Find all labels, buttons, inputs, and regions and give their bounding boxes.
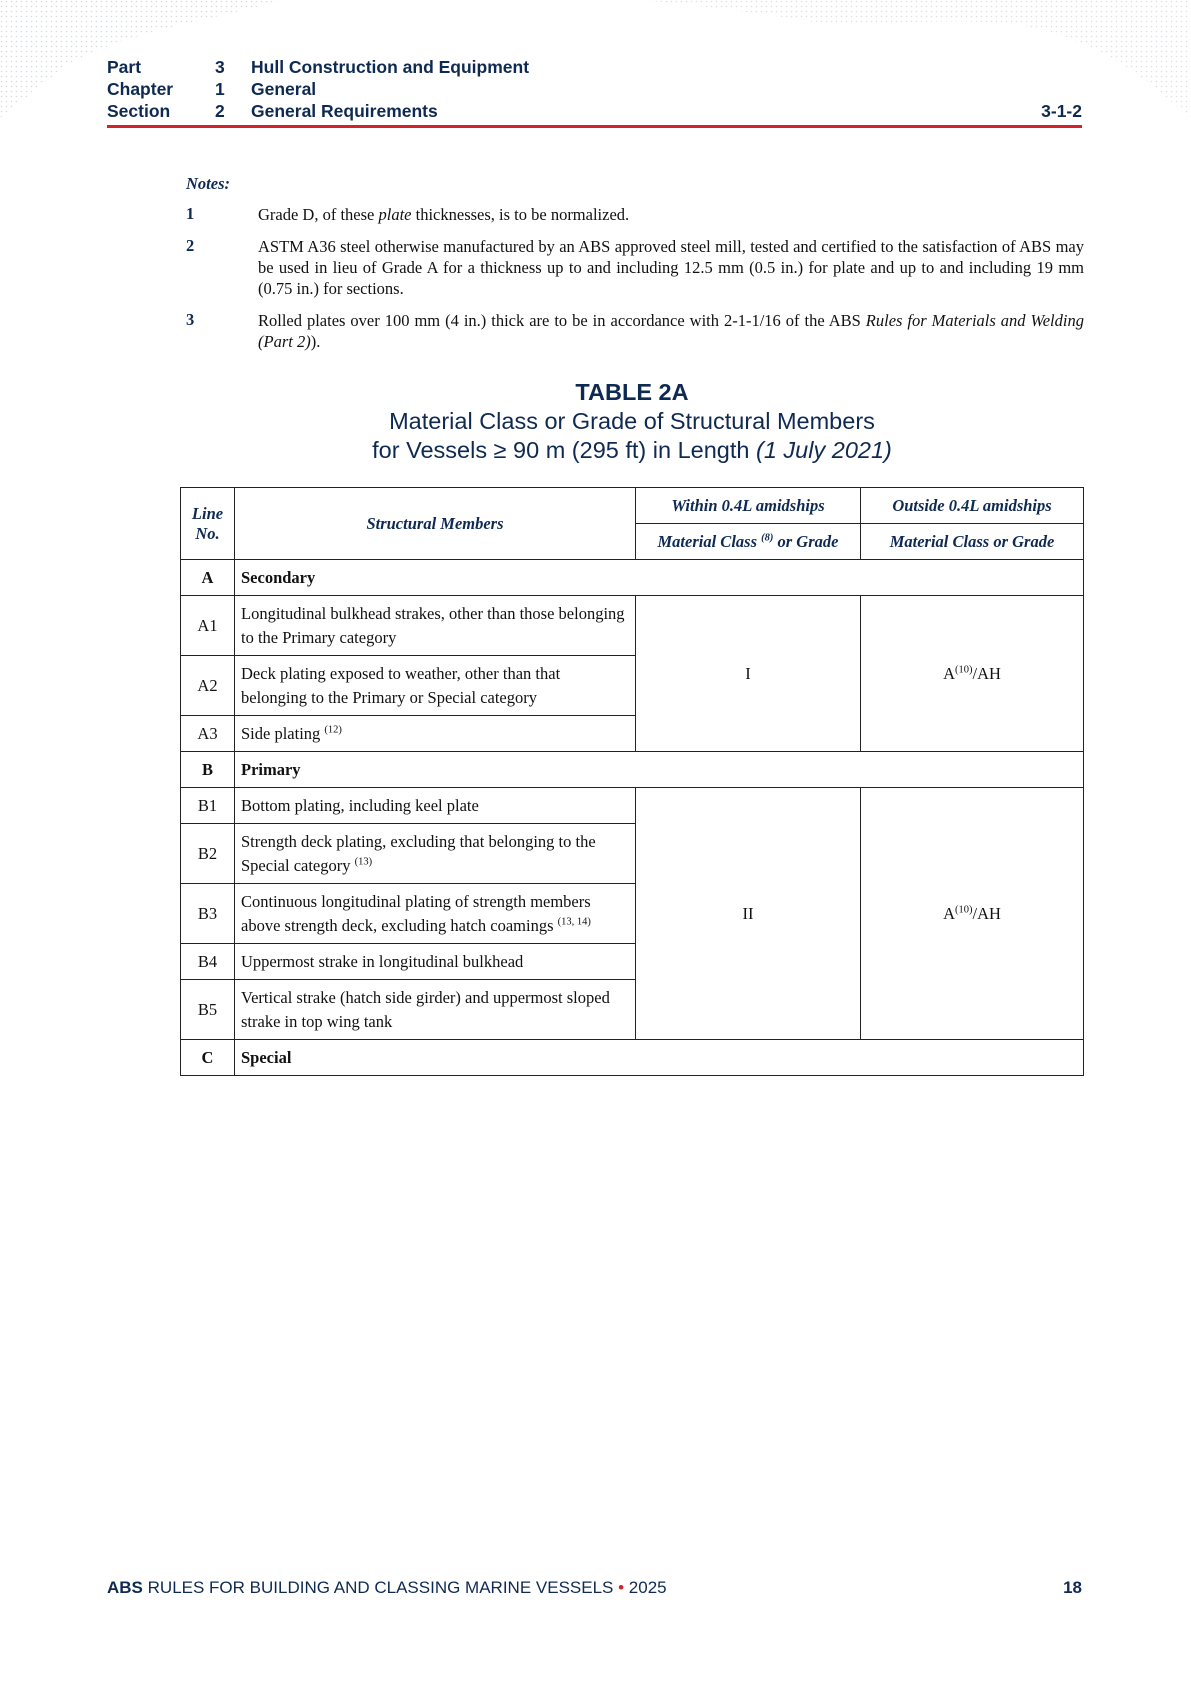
footnote-ref: (10): [955, 664, 973, 675]
header-chapter-row: [107, 78, 1082, 100]
header-section-row: [107, 100, 1082, 122]
subheader-outside: Material Class or Grade: [861, 524, 1084, 560]
member-description: [235, 716, 636, 752]
header-number: 2: [215, 101, 225, 121]
section-code: 3-1-2: [1041, 101, 1082, 121]
material-grade-table: [180, 487, 1084, 1076]
note-text-part: ).: [310, 332, 321, 351]
page-number: 18: [1063, 1578, 1082, 1597]
grade-text: /AH: [972, 903, 1001, 923]
note-emphasis: Rules for Materials and Welding (Part 2): [258, 311, 1084, 351]
member-description: [235, 884, 636, 944]
header-within-amidships: Within 0.4L amidships: [636, 488, 861, 524]
table-title-date: (1 July 2021): [756, 437, 892, 463]
note-text-part: ASTM A36 steel otherwise manufactured by an ABS approved steel mill, tested and certified to the satisfaction of ABS may be used in lieu of Grade A for a thickness up to and including 12.5 mm (0.5 in.) for plate and up to and including 19 mm (0.75 in.) for sections.: [258, 237, 1084, 298]
member-text: Side plating: [241, 723, 321, 743]
note-number: 2: [186, 236, 195, 255]
table-number: TABLE 2A: [575, 379, 689, 405]
grade-text: A: [943, 663, 955, 683]
section-row-secondary: [181, 560, 1084, 596]
section-id: C: [181, 1040, 235, 1076]
grade-text: A: [943, 903, 955, 923]
line-number: B2: [181, 824, 235, 884]
note-text: [258, 204, 1084, 225]
member-description: Deck plating exposed to weather, other than that belonging to the Primary or Special category: [235, 656, 636, 716]
footnote-ref: (10): [955, 904, 973, 915]
footer-publication: RULES FOR BUILDING AND CLASSING MARINE VESSELS: [147, 1578, 614, 1597]
section-id: A: [181, 560, 235, 596]
table-title-text: for Vessels ≥ 90 m (295 ft) in Length: [372, 437, 750, 463]
grade-text: /AH: [972, 663, 1001, 683]
table-row: [181, 788, 1084, 824]
line-number: B3: [181, 884, 235, 944]
section-name: Special: [235, 1040, 1084, 1076]
line-number: B5: [181, 980, 235, 1040]
header-outside-amidships: Outside 0.4L amidships: [861, 488, 1084, 524]
table-header-row: [181, 488, 1084, 524]
footnote-ref: (12): [324, 724, 342, 735]
table-title: [180, 378, 1084, 465]
line-number: B4: [181, 944, 235, 980]
note-emphasis: plate: [378, 205, 412, 224]
note-item: [186, 236, 1084, 299]
note-number: 1: [186, 204, 195, 223]
member-text: Strength deck plating, excluding that belonging to the Special category: [241, 831, 596, 875]
subheader-text: Material Class: [657, 531, 757, 551]
section-row-primary: [181, 752, 1084, 788]
note-text-part: Grade D, of these: [258, 205, 379, 224]
section-id: B: [181, 752, 235, 788]
member-text: Continuous longitudinal plating of strength members above strength deck, excluding hatch coamings: [241, 891, 591, 935]
notes-block: [186, 174, 1084, 363]
section-name: Secondary: [235, 560, 1084, 596]
table-row: [181, 596, 1084, 656]
outside-grade-value: [861, 788, 1084, 1040]
notes-title: Notes:: [186, 174, 230, 193]
note-text: [258, 236, 1084, 299]
table-title-line: [180, 436, 1084, 465]
line-number: B1: [181, 788, 235, 824]
header-part-row: [107, 56, 1082, 78]
within-class-value: I: [636, 596, 861, 752]
note-number: 3: [186, 310, 195, 329]
header-line-no: Line No.: [181, 488, 235, 560]
within-class-value: II: [636, 788, 861, 1040]
footer-brand: ABS: [107, 1578, 143, 1597]
table-title-line: Material Class or Grade of Structural Members: [389, 408, 875, 434]
header-divider: [107, 125, 1082, 128]
header-label: Part: [107, 57, 142, 77]
footnote-ref: (13, 14): [557, 916, 591, 927]
page-footer: [107, 1577, 1082, 1599]
note-text-part: thicknesses, is to be normalized.: [411, 205, 630, 224]
header-label: Chapter: [107, 79, 174, 99]
header-label: Section: [107, 101, 171, 121]
header-structural-members: Structural Members: [235, 488, 636, 560]
line-number: A3: [181, 716, 235, 752]
member-description: Uppermost strake in longitudinal bulkhead: [235, 944, 636, 980]
subheader-within: [636, 524, 861, 560]
header-number: 3: [215, 57, 225, 77]
note-text-part: Rolled plates over 100 mm (4 in.) thick are to be in accordance with 2-1-1/16 of the ABS: [258, 311, 866, 330]
member-description: [235, 824, 636, 884]
subheader-text: or Grade: [777, 531, 839, 551]
member-description: Longitudinal bulkhead strakes, other than those belonging to the Primary category: [235, 596, 636, 656]
member-description: Vertical strake (hatch side girder) and uppermost sloped strake in top wing tank: [235, 980, 636, 1040]
footnote-ref: (13): [354, 856, 373, 867]
line-number: A1: [181, 596, 235, 656]
note-item: [186, 204, 1084, 225]
header-number: 1: [215, 79, 225, 99]
member-description: Bottom plating, including keel plate: [235, 788, 636, 824]
note-text: [258, 310, 1084, 352]
header-title: Hull Construction and Equipment: [251, 57, 530, 77]
line-number: A2: [181, 656, 235, 716]
footnote-ref: (8): [761, 532, 774, 543]
page-header: [107, 56, 1082, 122]
section-name: Primary: [235, 752, 1084, 788]
footer-year: 2025: [628, 1578, 667, 1597]
section-row-special: [181, 1040, 1084, 1076]
footer-separator: •: [618, 1578, 625, 1597]
header-title: General: [251, 79, 317, 99]
note-item: [186, 310, 1084, 352]
outside-grade-value: [861, 596, 1084, 752]
header-title: General Requirements: [251, 101, 438, 121]
